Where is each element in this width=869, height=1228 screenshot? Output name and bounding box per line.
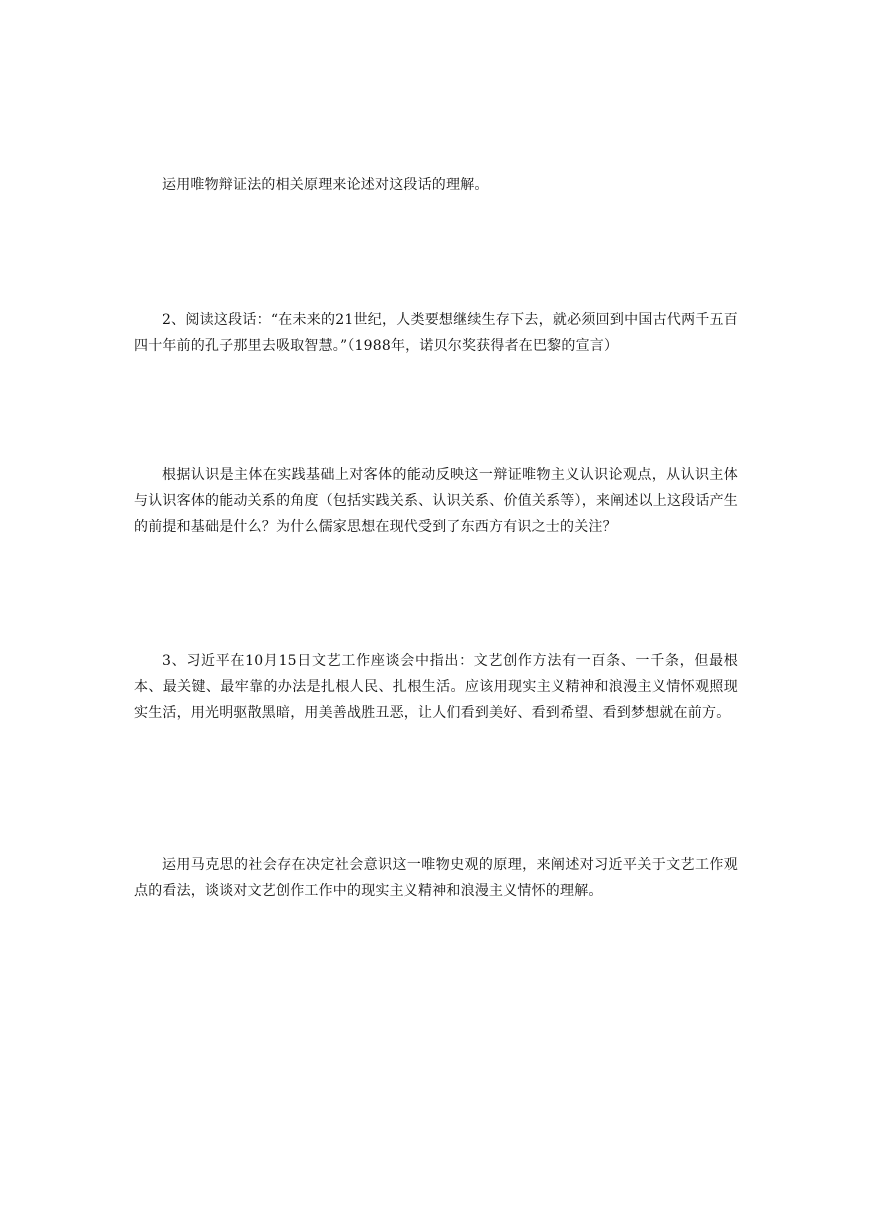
- instruction-paragraph-2: 根据认识是主体在实践基础上对客体的能动反映这一辩证唯物主义认识论观点，从认识主体与认识客体的能动关系的角度（包括实践关系、认识关系、价值关系等），来阐述以上这段话产生的前提和基础是什么？为什么儒家思想在现代受到了东西方有识之士的关注？: [134, 467, 738, 535]
- question-2-paragraph: 2、阅读这段话：“在未来的21世纪，人类要想继续生存下去，就必须回到中国古代两千五百四十年前的孔子那里去吸取智慧。”（1988年，诺贝尔奖获得者在巴黎的宣言）: [134, 312, 738, 354]
- question-3-paragraph: 3、习近平在10月15日文艺工作座谈会中指出：文艺创作方法有一百条、一千条，但最根本、最关键、最牢靠的办法是扎根人民、扎根生活。应该用现实主义精神和浪漫主义情怀观照现实生活，用光明驱散黑暗，用美善战胜丑恶，让人们看到美好、看到希望、看到梦想就在前方。: [134, 653, 738, 721]
- instruction-paragraph-3: 运用马克思的社会存在决定社会意识这一唯物史观的原理，来阐述对习近平关于文艺工作观点的看法，谈谈对文艺创作工作中的现实主义精神和浪漫主义情怀的理解。: [134, 857, 738, 899]
- instruction-paragraph-1: 运用唯物辩证法的相关原理来论述对这段话的理解。: [162, 177, 489, 193]
